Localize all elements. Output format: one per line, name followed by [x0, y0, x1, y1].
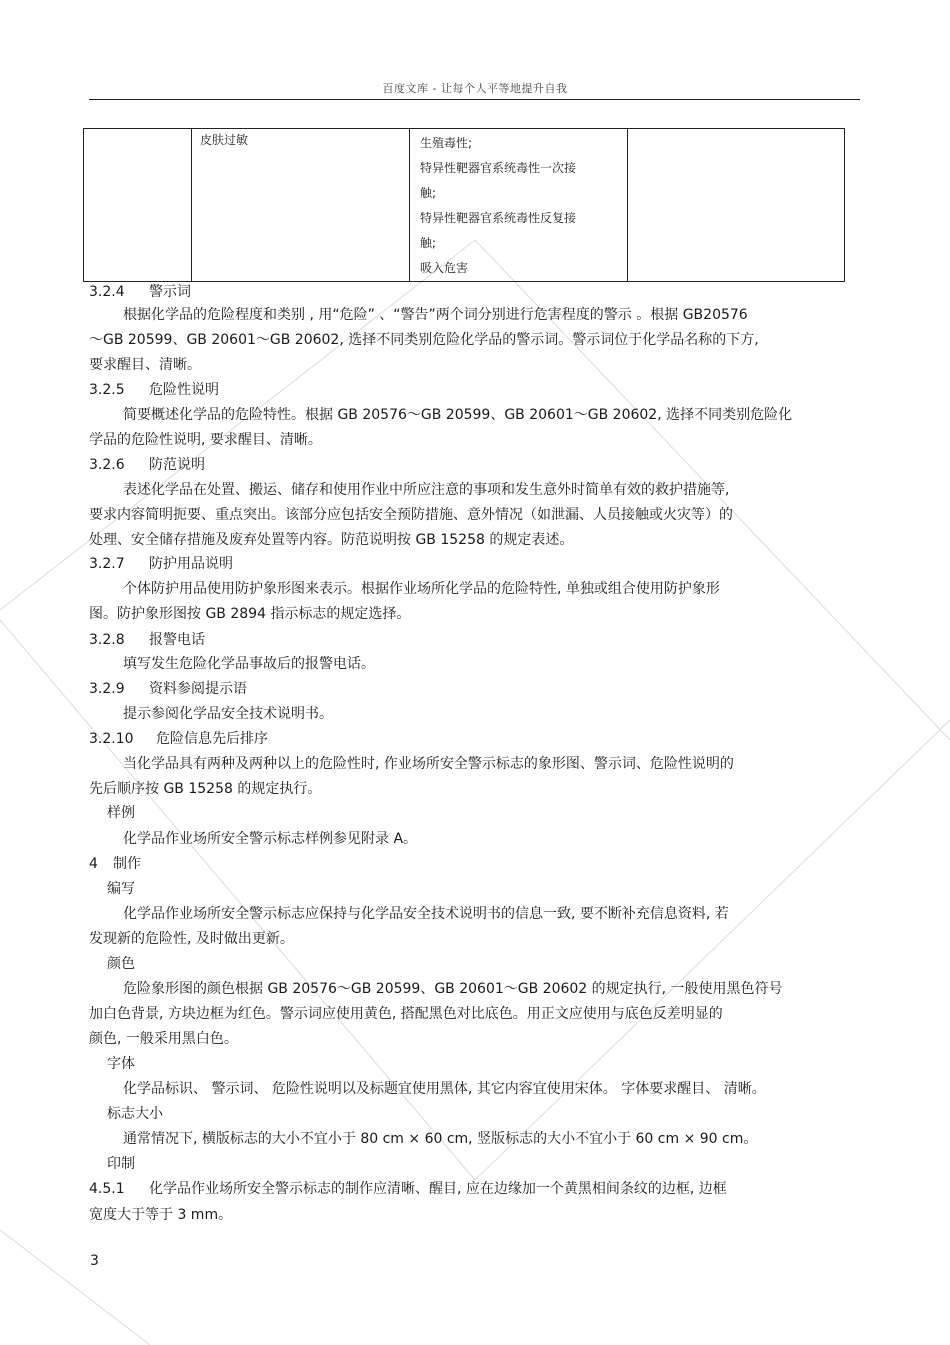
paragraph-line: 发现新的危险性, 及时做出更新。 [89, 931, 294, 947]
section-heading-4: 4 制作 [89, 856, 141, 872]
subsection-heading-color: 颜色 [107, 956, 135, 972]
paragraph-line: 化学品作业场所安全警示标志应保持与化学品安全技术说明书的信息一致, 要不断补充信息资料, 若 [123, 906, 729, 922]
paragraph-line: ～GB 20599、GB 20601～GB 20602, 选择不同类别危险化学品的警示词。警示词位于化学品名称的下方, [89, 332, 759, 348]
paragraph-line: 处理、安全储存措施及废弃处置等内容。防范说明按 GB 15258 的规定表述。 [89, 532, 574, 548]
section-heading-324: 3.2.4 警示词 [89, 284, 191, 300]
paragraph-line: 加白色背景, 方块边框为红色。警示词应使用黄色, 搭配黑色对比底色。用正文应使用与底色反差明显的 [89, 1006, 723, 1022]
paragraph-line: 颜色, 一般采用黑白色。 [89, 1031, 238, 1047]
table-cell-line: 特异性靶器官系统毒性一次接 [420, 161, 577, 175]
paragraph-line: 表述化学品在处置、搬运、储存和使用作业中所应注意的事项和发生意外时简单有效的救护措施等, [123, 482, 730, 498]
subsection-heading-size: 标志大小 [107, 1106, 163, 1122]
section-heading-329: 3.2.9 资料参阅提示语 [89, 681, 247, 697]
table-cell-3 [410, 129, 628, 282]
page-header-title: 百度文库 - 让每个人平等地提升自我 [382, 82, 568, 95]
table-row [84, 129, 845, 282]
table-cell-line: 生殖毒性; [420, 136, 473, 150]
table-cell-2: 皮肤过敏 [192, 129, 410, 282]
paragraph-line: 提示参阅化学品安全技术说明书。 [123, 706, 333, 722]
table-cell-line: 触; [420, 186, 437, 200]
section-heading-326: 3.2.6 防范说明 [89, 457, 205, 473]
paragraph-line: 宽度大于等于 3 mm。 [89, 1207, 233, 1223]
paragraph-line: 学品的危险性说明, 要求醒目、清晰。 [89, 432, 322, 448]
table-cell-line: 触; [420, 236, 437, 250]
section-heading-325: 3.2.5 危险性说明 [89, 382, 219, 398]
paragraph-line: 化学品作业场所安全警示标志样例参见附录 A。 [123, 831, 418, 847]
table-cell-line: 吸入危害 [420, 261, 469, 275]
paragraph-line: 要求内容简明扼要、重点突出。该部分应包括安全预防措施、意外情况（如泄漏、人员接触或火灾等）的 [89, 507, 733, 523]
section-heading-451: 4.5.1 化学品作业场所安全警示标志的制作应清晰、醒目, 应在边缘加一个黄黑相间条纹的边框, 边框 [89, 1181, 727, 1197]
paragraph-line: 通常情况下, 横版标志的大小不宜小于 80 cm × 60 cm, 竖版标志的大小不宜小于 60 cm × 90 cm。 [123, 1131, 758, 1147]
paragraph-line: 填写发生危险化学品事故后的报警电话。 [123, 656, 375, 672]
paragraph-line: 当化学品具有两种及两种以上的危险性时, 作业场所安全警示标志的象形图、警示词、危险性说明的 [123, 756, 734, 772]
hazard-table [83, 128, 845, 282]
table-cell-line: 特异性靶器官系统毒性反复接 [420, 211, 577, 225]
subsection-heading-print: 印制 [107, 1156, 135, 1172]
section-heading-328: 3.2.8 报警电话 [89, 632, 205, 648]
subsection-heading-sample: 样例 [107, 805, 135, 821]
section-heading-3210: 3.2.10 危险信息先后排序 [89, 731, 268, 747]
table-cell-1 [84, 129, 192, 282]
paragraph-line: 简要概述化学品的危险特性。根据 GB 20576～GB 20599、GB 20601～GB 20602, 选择不同类别危险化 [123, 407, 793, 423]
paragraph-line: 要求醒目、清晰。 [89, 357, 201, 373]
subsection-heading-compile: 编写 [107, 881, 135, 897]
subsection-heading-font: 字体 [107, 1056, 135, 1072]
header-rule [89, 99, 860, 100]
table-cell-4 [628, 129, 845, 282]
paragraph-line: 图。防护象形图按 GB 2894 指示标志的规定选择。 [89, 606, 411, 622]
section-heading-327: 3.2.7 防护用品说明 [89, 556, 233, 572]
paragraph-line: 化学品标识、 警示词、 危险性说明以及标题宜使用黑体, 其它内容宜使用宋体。 字体要求醒目、 清晰。 [123, 1081, 766, 1097]
paragraph-line: 个体防护用品使用防护象形图来表示。根据作业场所化学品的危险特性, 单独或组合使用防护象形 [123, 581, 720, 597]
paragraph-line: 根据化学品的危险程度和类别 , 用“危险” 、“警告”两个词分别进行危害程度的警示 。根据 GB20576 [123, 307, 748, 323]
paragraph-line: 先后顺序按 GB 15258 的规定执行。 [89, 781, 322, 797]
paragraph-line: 危险象形图的颜色根据 GB 20576～GB 20599、GB 20601～GB 20602 的规定执行, 一般使用黑色符号 [123, 981, 783, 997]
page-number: 3 [90, 1253, 99, 1269]
